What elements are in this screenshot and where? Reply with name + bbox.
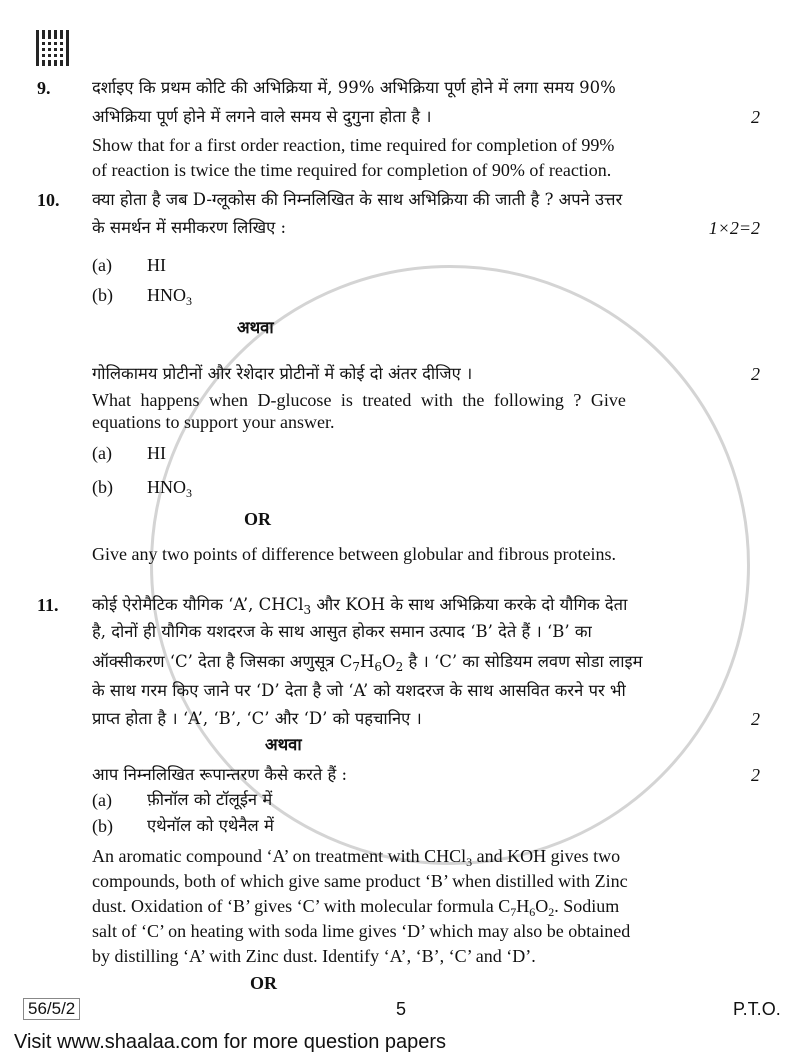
q9-marks: 2 <box>751 107 760 127</box>
q9-hindi-line: अभिक्रिया पूर्ण होने में लगने वाले समय से दुगुना होता है । <box>92 107 432 126</box>
text: and KOH gives two <box>472 846 621 866</box>
q10-en-option-a-label: (a) <box>92 443 112 463</box>
q11-marks: 2 <box>751 709 760 729</box>
text: और KOH के साथ अभिक्रिया करके दो यौगिक देता <box>311 595 628 614</box>
q10-option-a-label: (a) <box>92 255 112 275</box>
text: dust. Oxidation of ‘B’ gives ‘C’ with molecular formula C <box>92 896 511 916</box>
pto-label: P.T.O. <box>733 999 781 1019</box>
text: कोई ऐरोमैटिक यौगिक ‘A’, CHCl <box>92 595 304 614</box>
q11-option-a-text: फ़ीनॉल को टॉलूईन में <box>147 790 273 809</box>
formula: HNO <box>147 477 186 497</box>
text: ऑक्सीकरण ‘C’ देता है जिसका अणुसूत्र C <box>92 652 353 671</box>
q11-option-a-label: (a) <box>92 790 112 810</box>
q10-english-line: What happens when D-glucose is treated with the following ? Give <box>92 390 626 410</box>
subscript: 3 <box>466 855 473 869</box>
question-number-11: 11. <box>37 595 59 615</box>
q11-alt-hindi: आप निम्नलिखित रूपान्तरण कैसे करते हैं : <box>92 765 348 784</box>
or-hindi: अथवा <box>265 735 302 754</box>
text: . Sodium <box>554 896 620 916</box>
q10-alt-hindi: गोलिकामय प्रोटीनों और रेशेदार प्रोटीनों में कोई दो अंतर दीजिए । <box>92 364 473 383</box>
subscript: 3 <box>303 603 312 617</box>
visit-link[interactable]: Visit www.shaalaa.com for more question papers <box>14 1031 447 1053</box>
question-number-10: 10. <box>37 190 60 210</box>
page-number: 5 <box>396 999 407 1019</box>
q11-hindi-line: प्राप्त होता है । ‘A’, ‘B’, ‘C’ और ‘D’ को पहचानिए । <box>92 709 422 728</box>
or-english: OR <box>250 973 277 993</box>
question-number-9: 9. <box>37 78 51 98</box>
or-english: OR <box>244 509 271 529</box>
q11-english-line <box>92 845 620 867</box>
formula: HNO <box>147 285 186 305</box>
subscript: 6 <box>374 660 383 674</box>
q10-en-option-a-text: HI <box>147 443 166 463</box>
q11-english-line: dust. Oxidation of ‘B’ gives ‘C’ with molecular formula $C_7H_6O_2$. Sodium <box>92 896 620 919</box>
subscript: 3 <box>186 486 192 500</box>
q11-hindi-line: है, दोनों ही यौगिक यशदरज के साथ आसुत होकर समान उत्पाद ‘B’ देते हैं । ‘B’ का <box>92 622 592 641</box>
q11-option-b-label: (b) <box>92 816 113 836</box>
subscript: 3 <box>186 294 192 308</box>
q10-alt-english: Give any two points of difference between globular and fibrous proteins. <box>92 544 617 564</box>
q10-en-option-b-label: (b) <box>92 477 113 497</box>
q11-hindi-line: के साथ गरम किए जाने पर ‘D’ देता है जो ‘A’ को यशदरज के साथ आसवित करने पर भी <box>92 681 626 700</box>
q11-hindi-line: ऑक्सीकरण ‘C’ देता है जिसका अणुसूत्र $C_7H_6O_2$ है । ‘C’ का सोडियम लवण सोडा लाइम <box>92 652 643 674</box>
q11-english-line: compounds, both of which give same product ‘B’ when distilled with Zinc <box>92 871 628 891</box>
q11-english-line: salt of ‘C’ on heating with soda lime gives ‘D’ which may also be obtained <box>92 921 631 941</box>
q10-hindi-line: क्या होता है जब D-ग्लूकोस की निम्नलिखित के साथ अभिक्रिया की जाती है ? अपने उत्तर <box>92 190 623 209</box>
q10-english-line: equations to support your answer. <box>92 412 335 432</box>
q9-english-line: Show that for a first order reaction, time required for completion of 99% <box>92 135 615 155</box>
q11-option-b-text: एथेनॉल को एथेनैल में <box>147 816 274 835</box>
subscript: 6 <box>529 905 536 919</box>
q10-hindi-line: के समर्थन में समीकरण लिखिए : <box>92 218 287 237</box>
q9-hindi-line: दर्शाइए कि प्रथम कोटि की अभिक्रिया में, 99% अभिक्रिया पूर्ण होने में लगा समय 90% <box>92 78 616 97</box>
or-hindi: अथवा <box>237 318 274 337</box>
qr-code <box>36 30 72 66</box>
subscript: 2 <box>395 660 404 674</box>
subscript: 7 <box>352 660 361 674</box>
paper-code: 56/5/2 <box>23 998 80 1020</box>
subscript: 2 <box>548 905 555 919</box>
q11-alt-marks: 2 <box>751 765 760 785</box>
q10-en-option-b-text <box>147 476 192 498</box>
text: An aromatic compound ‘A’ on treatment with CHCl <box>92 846 467 866</box>
text: है । ‘C’ का सोडियम लवण सोडा लाइम <box>408 652 643 671</box>
q10-alt-marks: 2 <box>751 364 760 384</box>
q10-option-b-label: (b) <box>92 285 113 305</box>
q10-option-a-text: HI <box>147 255 166 275</box>
q10-marks: 1×2=2 <box>708 218 760 238</box>
q9-english-line: of reaction is twice the time required for completion of 90% of reaction. <box>92 160 612 180</box>
q11-hindi-line <box>92 594 627 616</box>
subscript: 7 <box>510 905 517 919</box>
q10-option-b-text <box>147 284 192 306</box>
q11-english-line: by distilling ‘A’ with Zinc dust. Identify ‘A’, ‘B’, ‘C’ and ‘D’. <box>92 946 536 966</box>
